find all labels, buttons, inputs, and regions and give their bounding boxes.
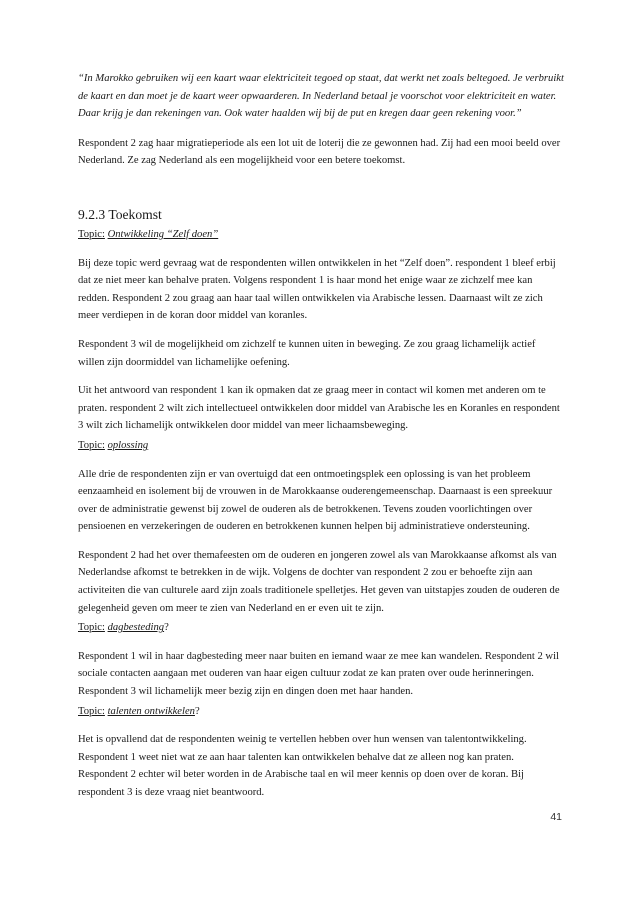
topic-name: Ontwikkeling “Zelf doen” xyxy=(107,228,219,240)
topic-name: oplossing xyxy=(107,439,149,451)
topic-name: talenten ontwikkelen xyxy=(107,705,195,717)
body-paragraph: Respondent 3 wil de mogelijkheid om zichzelf te kunnen uiten in beweging. Ze zou graag lichamelijk actief willen zijn doormiddel van lichamelijke oefening. xyxy=(78,338,536,368)
topic-heading-talenten xyxy=(78,703,564,721)
body-paragraph: Respondent 2 had het over themafeesten om de ouderen en jongeren zowel als van Marokkaanse afkomst als van Nederlandse afkomst te betrekken in de wijk. Volgens de dochter van respondent 2 zou er behoefte zijn aan activiteiten die van culturele aard zijn zoals traditionele spelletjes. Het geven van uitstapjes zouden de ouderen de gelegenheid geven om meer te zien van Nederland en er even uit te zijn. xyxy=(78,549,560,614)
topic-heading-oplossing xyxy=(78,437,564,455)
topic-prefix: Topic: xyxy=(78,439,105,451)
topic-suffix: ? xyxy=(164,622,169,634)
quote-paragraph: “In Marokko gebruiken wij een kaart waar elektriciteit tegoed op staat, dat werkt net zoals beltegoed. Je verbruikt de kaart en dan moet je de kaart weer opwaarderen. In Nederland betaal je voorschot voor elektriciteit en water. Daar krijg je dan rekeningen van. Ook water haalden wij bij de put en kregen daar geen rekening voor.” xyxy=(78,73,564,120)
document-body xyxy=(78,70,564,802)
topic-prefix: Topic: xyxy=(78,705,105,717)
topic-name: dagbesteding xyxy=(107,622,165,634)
body-paragraph: Bij deze topic werd gevraag wat de respondenten willen ontwikkelen in het “Zelf doen”. respondent 1 bleef erbij dat ze niet meer kan behalve praten. Volgens respondent 1 is haar mond het enige waar ze zichzelf mee kan redden. Respondent 2 zou graag aan haar taal willen ontwikkelen via Arabische lessen. Daarnaast wilt ze zich meer verdiepen in de koran door middel van koranles. xyxy=(78,257,556,322)
topic-heading-ontwikkeling xyxy=(78,226,564,244)
page-number: 41 xyxy=(550,811,562,823)
body-paragraph: Alle drie de respondenten zijn er van overtuigd dat een ontmoetingsplek een oplossing is van het probleem eenzaamheid en isolement bij de vrouwen in de Marokkaanse ouderengemeenschap. Daarnaast is een spreekuur over de administratie gewenst bij zowel de ouderen als de betrokkenen. Tevens zouden voorlichtingen over pensioenen en verzekeringen de ouderen en betrokkenen kunnen helpen bij administratieve ondersteuning. xyxy=(78,468,553,533)
body-paragraph: Het is opvallend dat de respondenten weinig te vertellen hebben over hun wensen van talentontwikkeling. Respondent 1 weet niet wat ze aan haar talenten kan ontwikkelen behalve dat ze alleen nog kan praten. Respondent 2 echter wil beter worden in de Arabische taal en wil meer kennis op doen over de koran. Bij respondent 3 is deze vraag niet beantwoord. xyxy=(78,734,527,798)
section-heading: 9.2.3 Toekomst xyxy=(78,206,162,222)
body-paragraph: Respondent 1 wil in haar dagbesteding meer naar buiten en iemand waar ze mee kan wandelen. Respondent 2 wil sociale contacten aangaan met ouderen van haar eigen cultuur zodat ze kan praten over oude herinneringen. Respondent 3 wil lichamelijk meer bezig zijn en dingen doen met haar handen. xyxy=(78,650,559,698)
topic-suffix: ? xyxy=(194,705,200,717)
topic-prefix: Topic: xyxy=(78,228,105,240)
body-paragraph: Uit het antwoord van respondent 1 kan ik opmaken dat ze graag meer in contact wil komen met anderen om te praten. respondent 2 wilt zich intellectueel ontwikkelen door middel van Arabische les en Koranles en respondent 3 wilt zich lichamelijk ontwikkelen door middel van meer lichaamsbeweging. xyxy=(78,385,560,432)
topic-heading-dagbesteding xyxy=(78,619,564,637)
intro-paragraph: Respondent 2 zag haar migratieperiode als een lot uit de loterij die ze gewonnen had. Zij had een mooi beeld over Nederland. Ze zag Nederland als een mogelijkheid voor een betere toekomst. xyxy=(78,137,561,167)
topic-prefix: Topic: xyxy=(78,622,105,634)
